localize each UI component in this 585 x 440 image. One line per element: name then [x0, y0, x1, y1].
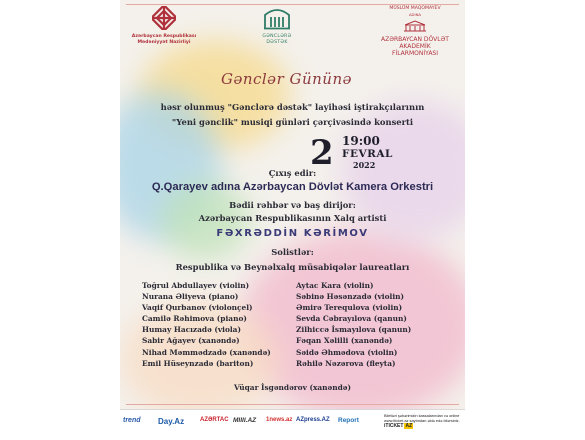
project-logo [252, 6, 302, 45]
event-day: 2 [310, 133, 334, 173]
soloist-entry: Səbinə Həsənzadə (violin) [296, 292, 405, 302]
ticket-brand-az: AZ [405, 423, 413, 429]
soloist-entry: Aytac Kara (violin) [296, 281, 374, 290]
soloists-left-list [142, 280, 271, 369]
sponsor-logo: Report [338, 417, 359, 424]
ticket-brand: iTICKET [384, 423, 404, 429]
sponsor-logo: trend [123, 417, 141, 424]
sponsor-strip [120, 409, 465, 440]
sponsor-logo: AZƏRTAC [200, 417, 229, 423]
soloist-entry: Sevda Cəbrayılova (qanun) [296, 314, 407, 324]
event-title: Gənclər Gününə [220, 70, 353, 88]
ministry-knot-icon [152, 6, 176, 30]
frame-bottom-line [126, 404, 459, 405]
soloist-entry: Sabir Ağayev (xanəndə) [142, 336, 240, 346]
soloist-entry: Əmirə Terequlova (violin) [296, 303, 403, 313]
soloists-subtitle: Respublika və Beynəlxalq müsabiqələr laureatları [175, 262, 410, 272]
soloist-entry: Rəhilə Nəzərova (fleyta) [296, 358, 396, 368]
soloist-entry: Nurana Əliyeva (piano) [142, 292, 239, 302]
philharmonic-logo [370, 6, 460, 57]
soloist-entry: Səidə Əhmədova (violin) [296, 347, 398, 357]
sponsor-logo: 1news.az [266, 417, 293, 423]
philharmonic-name: AZƏRBAYCAN DÖVLƏT AKADEMİK FİLARMONİYASI [381, 36, 449, 58]
soloist-entry: Humay Hacızadə (viola) [142, 325, 241, 335]
sponsor-logo: Day.Az [158, 417, 185, 426]
director-name: FƏXRƏDDİN KƏRİMOV [216, 228, 369, 239]
concert-poster [120, 0, 465, 439]
sponsor-logo: MIIII.AZ [233, 417, 257, 424]
orchestra-name: Q.Qarayev adına Azərbaycan Dövlət Kamera Orkestri [151, 181, 434, 193]
ticket-note-text: Biletləri şəhərimizin kassalarından və online www.iticket.az saytından əldə edə bilərsiniz. [384, 413, 460, 423]
director-title: Azərbaycan Respublikasının Xalq artisti [198, 213, 387, 223]
event-line-2: "Yeni gənclik" musiqi günləri çərçivəsində konserti [171, 117, 414, 127]
soloists-label: Solistlər: [271, 247, 314, 257]
ministry-name: Azərbaycan Respublikası Mədəniyyət Nazirliyi [131, 34, 197, 45]
philharmonic-mid: ADINA [408, 11, 422, 17]
event-line-1: həsr olunmuş "Gənclərə dəstək" layihəsi iştirakçılarının [160, 102, 425, 112]
event-year: 2022 [353, 160, 376, 170]
soloist-extra: Vüqar İsgəndərov (xanəndə) [234, 383, 351, 392]
philharmonic-top: MÜSLÜM MAQOMAYEV [389, 6, 441, 11]
soloist-entry: Fəqan Xəlilli (xanəndə) [296, 336, 393, 346]
ministry-logo [124, 6, 204, 45]
building-icon [402, 20, 428, 32]
event-month: FEVRAL [342, 148, 393, 160]
soloist-entry: Vaqif Qurbanov (violonçel) [142, 303, 253, 313]
event-time: 19:00 [342, 134, 380, 148]
sponsor-logo: AZpress.AZ [296, 417, 330, 423]
pillars-icon [262, 6, 292, 30]
soloist-entry: Camilə Rəhimova (piano) [142, 314, 247, 324]
ticket-note [384, 413, 464, 429]
frame-top-line [126, 4, 459, 5]
soloists-right-list [296, 280, 411, 369]
soloist-entry: Zilhiccə İsmayılova (qanun) [296, 325, 412, 335]
soloist-entry: Emil Hüseynzadə (bariton) [142, 358, 254, 368]
soloist-entry: Toğrul Abdullayev (violin) [142, 281, 250, 290]
soloist-entry: Nihad Məmmədzadə (xanəndə) [142, 347, 271, 357]
project-logo-text: GƏNCLƏRƏ DƏSTƏK [262, 34, 292, 45]
performers-label: Çıxış edir: [268, 168, 317, 178]
director-label: Bədii rəhbər və baş dirijor: [229, 200, 356, 210]
